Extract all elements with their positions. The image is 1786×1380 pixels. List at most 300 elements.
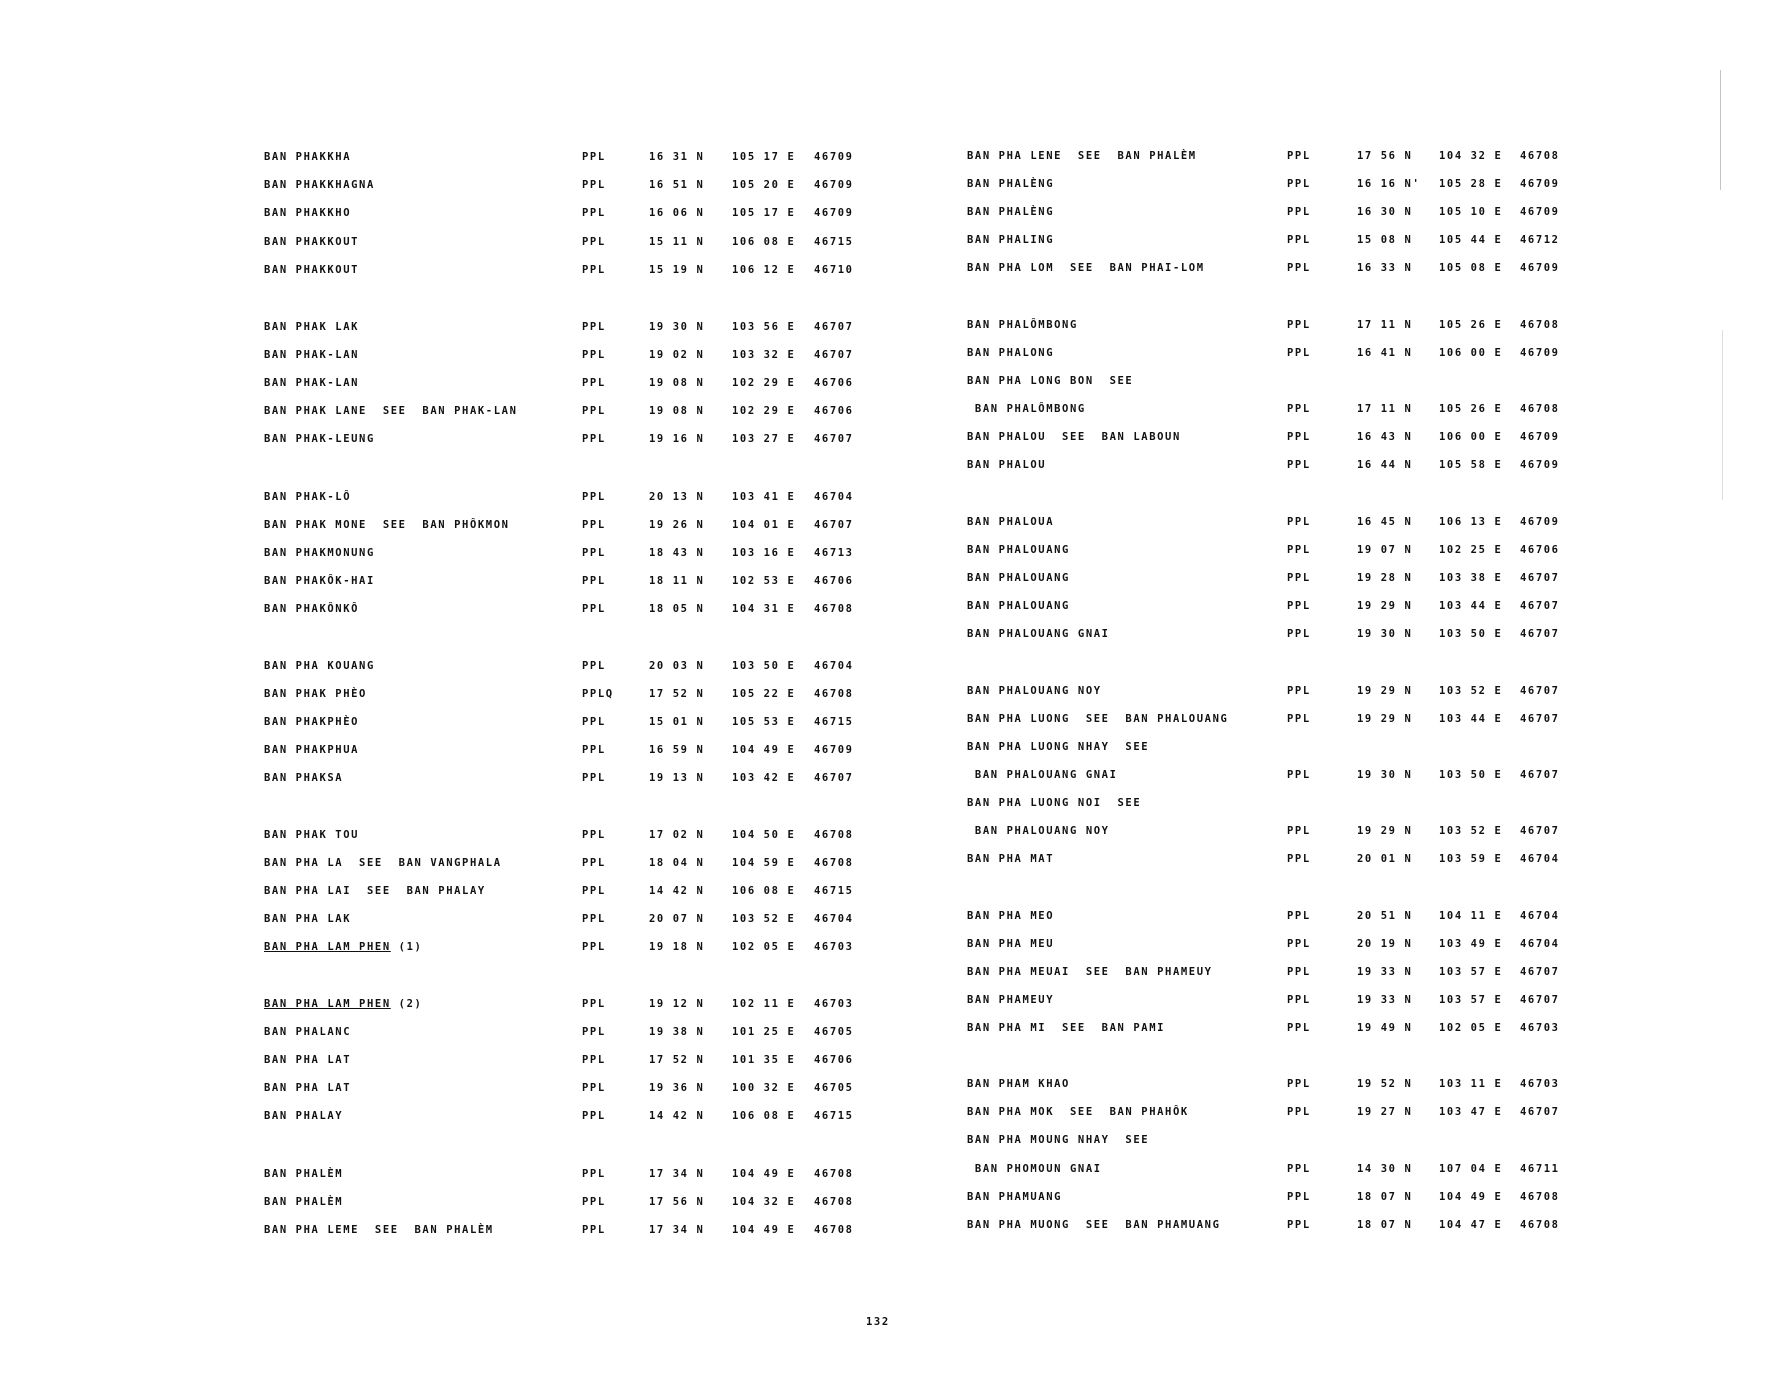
entry-name: BAN PHA MEUAI SEE BAN PHAMEUY (967, 966, 1213, 978)
entry-name: BAN PHAKPHUA (264, 744, 360, 756)
entry-sheet-number: 46707 (814, 519, 854, 531)
entry-longitude: 103 57 E (1439, 994, 1503, 1006)
entry-sheet-number: 46706 (814, 575, 854, 587)
entry-sheet-number: 46707 (814, 772, 854, 784)
entry-longitude: 106 00 E (1439, 431, 1503, 443)
entry-name: BAN PHAK LANE SEE BAN PHAK-LAN (264, 405, 518, 417)
entry-sheet-number: 46709 (1520, 206, 1560, 218)
entry-longitude: 104 11 E (1439, 910, 1503, 922)
entry-sheet-number: 46709 (814, 179, 854, 191)
entry-feature-type: PPL (582, 772, 606, 784)
entry-feature-type: PPL (1287, 572, 1311, 584)
entry-feature-type: PPL (582, 941, 606, 953)
entry-name: BAN PHA LAI SEE BAN PHALAY (264, 885, 486, 897)
entry-name: BAN PHA LUONG NHAY SEE (967, 741, 1150, 753)
entry-sheet-number: 46705 (814, 1082, 854, 1094)
entry-name-underlined: BAN PHA LAM PHEN (264, 998, 391, 1010)
entry-name: BAN PHALÈM (264, 1168, 344, 1180)
entry-feature-type: PPL (582, 264, 606, 276)
entry-feature-type: PPL (582, 179, 606, 191)
entry-sheet-number: 46711 (1520, 1163, 1560, 1175)
entry-latitude: 18 07 N (1357, 1191, 1413, 1203)
entry-name: BAN PHAKKHAGNA (264, 179, 375, 191)
entry-feature-type: PPL (582, 603, 606, 615)
entry-feature-type: PPL (1287, 966, 1311, 978)
entry-feature-type: PPL (1287, 1106, 1311, 1118)
entry-sheet-number: 46708 (814, 1196, 854, 1208)
entry-sheet-number: 46708 (814, 603, 854, 615)
entry-feature-type: PPL (1287, 1219, 1311, 1231)
entry-name: BAN PHA LOM SEE BAN PHAI-LOM (967, 262, 1205, 274)
entry-feature-type: PPL (582, 829, 606, 841)
entry-feature-type: PPL (582, 1054, 606, 1066)
entry-sheet-number: 46706 (814, 377, 854, 389)
entry-longitude: 102 05 E (1439, 1022, 1503, 1034)
entry-sheet-number: 46709 (1520, 431, 1560, 443)
entry-latitude: 20 03 N (649, 660, 705, 672)
entry-name: BAN PHAK PHÈO (264, 688, 367, 700)
entry-feature-type: PPL (1287, 994, 1311, 1006)
entry-feature-type: PPL (582, 575, 606, 587)
entry-sheet-number: 46715 (814, 716, 854, 728)
entry-feature-type: PPL (582, 1082, 606, 1094)
entry-longitude: 103 47 E (1439, 1106, 1503, 1118)
entry-latitude: 16 06 N (649, 207, 705, 219)
entry-longitude: 102 29 E (732, 405, 796, 417)
entry-sheet-number: 46704 (814, 491, 854, 503)
entry-sheet-number: 46707 (1520, 769, 1560, 781)
entry-name: BAN PHALOUANG NOY (967, 825, 1110, 837)
entry-name: BAN PHA KOUANG (264, 660, 375, 672)
entry-longitude: 103 27 E (732, 433, 796, 445)
entry-feature-type: PPL (1287, 431, 1311, 443)
entry-name: BAN PHALOUANG GNAI (967, 628, 1110, 640)
entry-longitude: 105 58 E (1439, 459, 1503, 471)
entry-sheet-number: 46715 (814, 1110, 854, 1122)
entry-latitude: 17 52 N (649, 1054, 705, 1066)
entry-feature-type: PPL (1287, 1078, 1311, 1090)
entry-latitude: 19 02 N (649, 349, 705, 361)
entry-name-suffix: (2) (390, 998, 423, 1010)
entry-longitude: 103 41 E (732, 491, 796, 503)
entry-name: BAN PHAK-LÔ (264, 491, 352, 503)
entry-latitude: 19 27 N (1357, 1106, 1413, 1118)
entry-longitude: 105 10 E (1439, 206, 1503, 218)
entry-feature-type: PPL (1287, 713, 1311, 725)
entry-feature-type: PPL (1287, 600, 1311, 612)
entry-longitude: 103 11 E (1439, 1078, 1503, 1090)
entry-latitude: 18 07 N (1357, 1219, 1413, 1231)
entry-longitude: 102 25 E (1439, 544, 1503, 556)
entry-name: BAN PHALANC (264, 1026, 352, 1038)
entry-feature-type: PPL (582, 519, 606, 531)
entry-longitude: 105 22 E (732, 688, 796, 700)
entry-name: BAN PHA LAT (264, 1082, 352, 1094)
entry-name: BAN PHA MUONG SEE BAN PHAMUANG (967, 1219, 1221, 1231)
entry-feature-type: PPL (1287, 403, 1311, 415)
entry-latitude: 20 51 N (1357, 910, 1413, 922)
entry-sheet-number: 46707 (814, 321, 854, 333)
entry-feature-type: PPL (582, 321, 606, 333)
entry-name: BAN PHAKPHÈO (264, 716, 360, 728)
entry-latitude: 14 30 N (1357, 1163, 1413, 1175)
entry-feature-type: PPL (1287, 685, 1311, 697)
entry-name: BAN PHA LEME SEE BAN PHALÈM (264, 1224, 494, 1236)
entry-feature-type: PPLQ (582, 688, 614, 700)
entry-latitude: 19 30 N (649, 321, 705, 333)
entry-longitude: 105 20 E (732, 179, 796, 191)
entry-name: BAN PHALAY (264, 1110, 344, 1122)
entry-sheet-number: 46703 (1520, 1078, 1560, 1090)
entry-longitude: 105 26 E (1439, 319, 1503, 331)
entry-feature-type: PPL (582, 1026, 606, 1038)
entry-latitude: 15 11 N (649, 236, 705, 248)
entry-feature-type: PPL (1287, 347, 1311, 359)
entry-latitude: 17 11 N (1357, 403, 1413, 415)
entry-latitude: 16 16 N' (1357, 178, 1421, 190)
entry-longitude: 103 49 E (1439, 938, 1503, 950)
entry-latitude: 16 51 N (649, 179, 705, 191)
entry-feature-type: PPL (1287, 262, 1311, 274)
entry-name: BAN PHAK LAK (264, 321, 360, 333)
entry-sheet-number: 46704 (814, 660, 854, 672)
entry-longitude: 103 38 E (1439, 572, 1503, 584)
entry-sheet-number: 46709 (1520, 262, 1560, 274)
entry-latitude: 17 02 N (649, 829, 705, 841)
entry-latitude: 19 29 N (1357, 685, 1413, 697)
entry-latitude: 17 52 N (649, 688, 705, 700)
entry-longitude: 103 57 E (1439, 966, 1503, 978)
entry-name: BAN PHALOUANG NOY (967, 685, 1102, 697)
entry-sheet-number: 46709 (814, 744, 854, 756)
entry-feature-type: PPL (582, 433, 606, 445)
entry-feature-type: PPL (1287, 1191, 1311, 1203)
entry-name: BAN PHAK-LEUNG (264, 433, 375, 445)
entry-sheet-number: 46707 (1520, 994, 1560, 1006)
entry-name-underlined: BAN PHA LAM PHEN (264, 941, 391, 953)
entry-sheet-number: 46707 (1520, 628, 1560, 640)
entry-name: BAN PHALONG (967, 347, 1055, 359)
entry-sheet-number: 46708 (814, 688, 854, 700)
entry-latitude: 17 11 N (1357, 319, 1413, 331)
entry-feature-type: PPL (1287, 516, 1311, 528)
entry-latitude: 20 13 N (649, 491, 705, 503)
entry-feature-type: PPL (582, 491, 606, 503)
entry-latitude: 20 01 N (1357, 853, 1413, 865)
entry-latitude: 17 56 N (1357, 150, 1413, 162)
entry-feature-type: PPL (1287, 1022, 1311, 1034)
entry-feature-type: PPL (582, 744, 606, 756)
entry-name: BAN PHALÈNG (967, 178, 1055, 190)
entry-name: BAN PHAKÔK-HAI (264, 575, 375, 587)
entry-latitude: 19 08 N (649, 405, 705, 417)
entry-sheet-number: 46706 (814, 405, 854, 417)
entry-longitude: 103 52 E (1439, 825, 1503, 837)
entry-longitude: 104 32 E (732, 1196, 796, 1208)
entry-longitude: 104 59 E (732, 857, 796, 869)
entry-feature-type: PPL (582, 660, 606, 672)
entry-latitude: 20 19 N (1357, 938, 1413, 950)
entry-latitude: 19 07 N (1357, 544, 1413, 556)
entry-longitude: 102 53 E (732, 575, 796, 587)
entry-name: BAN PHALING (967, 234, 1055, 246)
entry-longitude: 102 11 E (732, 998, 796, 1010)
entry-feature-type: PPL (582, 1224, 606, 1236)
entry-name: BAN PHAMEUY (967, 994, 1055, 1006)
entry-name-suffix: (1) (390, 941, 423, 953)
entry-name: BAN PHA LUONG SEE BAN PHALOUANG (967, 713, 1229, 725)
entry-sheet-number: 46708 (814, 829, 854, 841)
entry-longitude: 103 50 E (732, 660, 796, 672)
entry-name: BAN PHAKÔNKÔ (264, 603, 360, 615)
entry-feature-type: PPL (1287, 769, 1311, 781)
entry-name: BAN PHA MOK SEE BAN PHAHÔK (967, 1106, 1189, 1118)
entry-name: BAN PHA MEO (967, 910, 1055, 922)
entry-latitude: 19 18 N (649, 941, 705, 953)
entry-longitude: 104 49 E (732, 744, 796, 756)
entry-feature-type: PPL (582, 716, 606, 728)
entry-sheet-number: 46713 (814, 547, 854, 559)
entry-name: BAN PHALOU (967, 459, 1047, 471)
entry-name: BAN PHAK TOU (264, 829, 360, 841)
entry-longitude: 103 42 E (732, 772, 796, 784)
entry-feature-type: PPL (1287, 178, 1311, 190)
entry-feature-type: PPL (1287, 150, 1311, 162)
entry-longitude: 101 35 E (732, 1054, 796, 1066)
entry-sheet-number: 46704 (1520, 853, 1560, 865)
entry-name: BAN PHALÈM (264, 1196, 344, 1208)
entry-feature-type: PPL (1287, 544, 1311, 556)
entry-name: BAN PHAKSA (264, 772, 344, 784)
entry-sheet-number: 46707 (1520, 966, 1560, 978)
entry-sheet-number: 46707 (1520, 685, 1560, 697)
entry-feature-type: PPL (582, 857, 606, 869)
entry-sheet-number: 46706 (1520, 544, 1560, 556)
entry-latitude: 19 29 N (1357, 825, 1413, 837)
entry-name: BAN PHA LUONG NOI SEE (967, 797, 1142, 809)
entry-feature-type: PPL (1287, 825, 1311, 837)
entry-feature-type: PPL (582, 913, 606, 925)
entry-latitude: 19 52 N (1357, 1078, 1413, 1090)
entry-longitude: 104 50 E (732, 829, 796, 841)
entry-feature-type: PPL (582, 377, 606, 389)
entry-longitude: 105 44 E (1439, 234, 1503, 246)
entry-feature-type: PPL (1287, 628, 1311, 640)
entry-longitude: 103 59 E (1439, 853, 1503, 865)
entry-name: BAN PHAM KHAO (967, 1078, 1070, 1090)
entry-name: BAN PHA LENE SEE BAN PHALÈM (967, 150, 1197, 162)
entry-latitude: 15 01 N (649, 716, 705, 728)
entry-latitude: 19 33 N (1357, 966, 1413, 978)
entry-feature-type: PPL (1287, 234, 1311, 246)
entry-sheet-number: 46707 (1520, 600, 1560, 612)
entry-feature-type: PPL (582, 207, 606, 219)
entry-longitude: 105 17 E (732, 151, 796, 163)
entry-feature-type: PPL (582, 1168, 606, 1180)
entry-name: BAN PHAKKHO (264, 207, 352, 219)
entry-name: BAN PHA LAK (264, 913, 352, 925)
entry-longitude: 104 49 E (732, 1224, 796, 1236)
entry-name: BAN PHAKKHA (264, 151, 352, 163)
entry-sheet-number: 46708 (814, 857, 854, 869)
entry-longitude: 100 32 E (732, 1082, 796, 1094)
entry-latitude: 16 43 N (1357, 431, 1413, 443)
entry-feature-type: PPL (1287, 319, 1311, 331)
scan-edge-mark (1720, 70, 1721, 190)
entry-sheet-number: 46709 (1520, 459, 1560, 471)
entry-sheet-number: 46706 (814, 1054, 854, 1066)
entry-latitude: 15 19 N (649, 264, 705, 276)
entry-latitude: 19 29 N (1357, 600, 1413, 612)
entry-name: BAN PHALOUANG (967, 544, 1070, 556)
entry-longitude: 103 16 E (732, 547, 796, 559)
entry-latitude: 19 13 N (649, 772, 705, 784)
entry-feature-type: PPL (582, 236, 606, 248)
entry-feature-type: PPL (582, 1196, 606, 1208)
entry-sheet-number: 46708 (1520, 150, 1560, 162)
entry-longitude: 105 28 E (1439, 178, 1503, 190)
entry-name: BAN PHALOU SEE BAN LABOUN (967, 431, 1181, 443)
entry-latitude: 16 44 N (1357, 459, 1413, 471)
entry-longitude: 103 52 E (732, 913, 796, 925)
entry-latitude: 19 26 N (649, 519, 705, 531)
entry-sheet-number: 46704 (1520, 910, 1560, 922)
entry-feature-type: PPL (582, 151, 606, 163)
entry-sheet-number: 46707 (814, 349, 854, 361)
entry-latitude: 18 05 N (649, 603, 705, 615)
entry-latitude: 17 34 N (649, 1224, 705, 1236)
entry-sheet-number: 46715 (814, 236, 854, 248)
entry-sheet-number: 46707 (1520, 825, 1560, 837)
entry-latitude: 19 30 N (1357, 769, 1413, 781)
entry-sheet-number: 46712 (1520, 234, 1560, 246)
entry-longitude: 106 00 E (1439, 347, 1503, 359)
entry-longitude: 103 52 E (1439, 685, 1503, 697)
entry-latitude: 19 49 N (1357, 1022, 1413, 1034)
entry-latitude: 19 38 N (649, 1026, 705, 1038)
entry-latitude: 19 36 N (649, 1082, 705, 1094)
entry-name: BAN PHALÔMBONG (967, 319, 1078, 331)
entry-latitude: 19 30 N (1357, 628, 1413, 640)
entry-sheet-number: 46708 (1520, 1219, 1560, 1231)
entry-longitude: 106 08 E (732, 1110, 796, 1122)
entry-feature-type: PPL (582, 547, 606, 559)
entry-feature-type: PPL (1287, 206, 1311, 218)
entry-feature-type: PPL (582, 405, 606, 417)
entry-name: BAN PHALÈNG (967, 206, 1055, 218)
entry-sheet-number: 46707 (1520, 1106, 1560, 1118)
entry-longitude: 103 44 E (1439, 600, 1503, 612)
entry-longitude: 105 53 E (732, 716, 796, 728)
entry-longitude: 103 56 E (732, 321, 796, 333)
entry-sheet-number: 46708 (814, 1224, 854, 1236)
entry-latitude: 14 42 N (649, 885, 705, 897)
entry-feature-type: PPL (1287, 910, 1311, 922)
entry-latitude: 16 45 N (1357, 516, 1413, 528)
entry-sheet-number: 46710 (814, 264, 854, 276)
entry-latitude: 16 59 N (649, 744, 705, 756)
entry-sheet-number: 46708 (1520, 403, 1560, 415)
entry-name: BAN PHAKKOUT (264, 236, 360, 248)
entry-feature-type: PPL (1287, 1163, 1311, 1175)
entry-latitude: 18 43 N (649, 547, 705, 559)
entry-sheet-number: 46708 (814, 1168, 854, 1180)
entry-longitude: 104 31 E (732, 603, 796, 615)
entry-longitude: 104 01 E (732, 519, 796, 531)
entry-sheet-number: 46707 (1520, 713, 1560, 725)
entry-name: BAN PHA LA SEE BAN VANGPHALA (264, 857, 502, 869)
entry-latitude: 19 16 N (649, 433, 705, 445)
entry-latitude: 16 31 N (649, 151, 705, 163)
entry-longitude: 104 47 E (1439, 1219, 1503, 1231)
entry-name: BAN PHA MAT (967, 853, 1055, 865)
entry-sheet-number: 46709 (814, 151, 854, 163)
entry-name: BAN PHAK MONE SEE BAN PHÔKMON (264, 519, 510, 531)
entry-sheet-number: 46703 (814, 941, 854, 953)
entry-longitude: 105 26 E (1439, 403, 1503, 415)
entry-latitude: 19 33 N (1357, 994, 1413, 1006)
entry-sheet-number: 46705 (814, 1026, 854, 1038)
entry-feature-type: PPL (582, 1110, 606, 1122)
entry-name: BAN PHAKMONUNG (264, 547, 375, 559)
entry-longitude: 106 12 E (732, 264, 796, 276)
entry-sheet-number: 46709 (1520, 178, 1560, 190)
entry-latitude: 18 11 N (649, 575, 705, 587)
entry-feature-type: PPL (1287, 459, 1311, 471)
entry-latitude: 18 04 N (649, 857, 705, 869)
entry-sheet-number: 46708 (1520, 319, 1560, 331)
entry-longitude: 105 08 E (1439, 262, 1503, 274)
entry-latitude: 15 08 N (1357, 234, 1413, 246)
entry-longitude: 106 08 E (732, 885, 796, 897)
entry-sheet-number: 46709 (1520, 347, 1560, 359)
entry-latitude: 19 28 N (1357, 572, 1413, 584)
page-number: 132 (866, 1316, 890, 1328)
entry-sheet-number: 46707 (1520, 572, 1560, 584)
entry-feature-type: PPL (582, 885, 606, 897)
entry-latitude: 17 56 N (649, 1196, 705, 1208)
entry-name: BAN PHA LAT (264, 1054, 352, 1066)
entry-latitude: 16 41 N (1357, 347, 1413, 359)
entry-name: BAN PHA LONG BON SEE (967, 375, 1134, 387)
entry-name: BAN PHOMOUN GNAI (967, 1163, 1102, 1175)
entry-longitude: 103 32 E (732, 349, 796, 361)
entry-name (264, 938, 422, 956)
entry-longitude: 104 49 E (732, 1168, 796, 1180)
entry-name: BAN PHAK-LAN (264, 377, 360, 389)
entry-feature-type: PPL (582, 349, 606, 361)
entry-sheet-number: 46709 (814, 207, 854, 219)
entry-name: BAN PHA MI SEE BAN PAMI (967, 1022, 1166, 1034)
scan-edge-mark (1722, 330, 1723, 500)
entry-sheet-number: 46703 (1520, 1022, 1560, 1034)
entry-longitude: 107 04 E (1439, 1163, 1503, 1175)
entry-feature-type: PPL (582, 998, 606, 1010)
entry-sheet-number: 46715 (814, 885, 854, 897)
entry-name: BAN PHAMUANG (967, 1191, 1063, 1203)
entry-longitude: 103 50 E (1439, 769, 1503, 781)
entry-latitude: 16 30 N (1357, 206, 1413, 218)
entry-longitude: 105 17 E (732, 207, 796, 219)
entry-sheet-number: 46704 (1520, 938, 1560, 950)
entry-longitude: 103 44 E (1439, 713, 1503, 725)
entry-latitude: 17 34 N (649, 1168, 705, 1180)
entry-latitude: 14 42 N (649, 1110, 705, 1122)
entry-feature-type: PPL (1287, 938, 1311, 950)
entry-latitude: 19 08 N (649, 377, 705, 389)
entry-longitude: 106 08 E (732, 236, 796, 248)
entry-name: BAN PHALOUANG (967, 600, 1070, 612)
